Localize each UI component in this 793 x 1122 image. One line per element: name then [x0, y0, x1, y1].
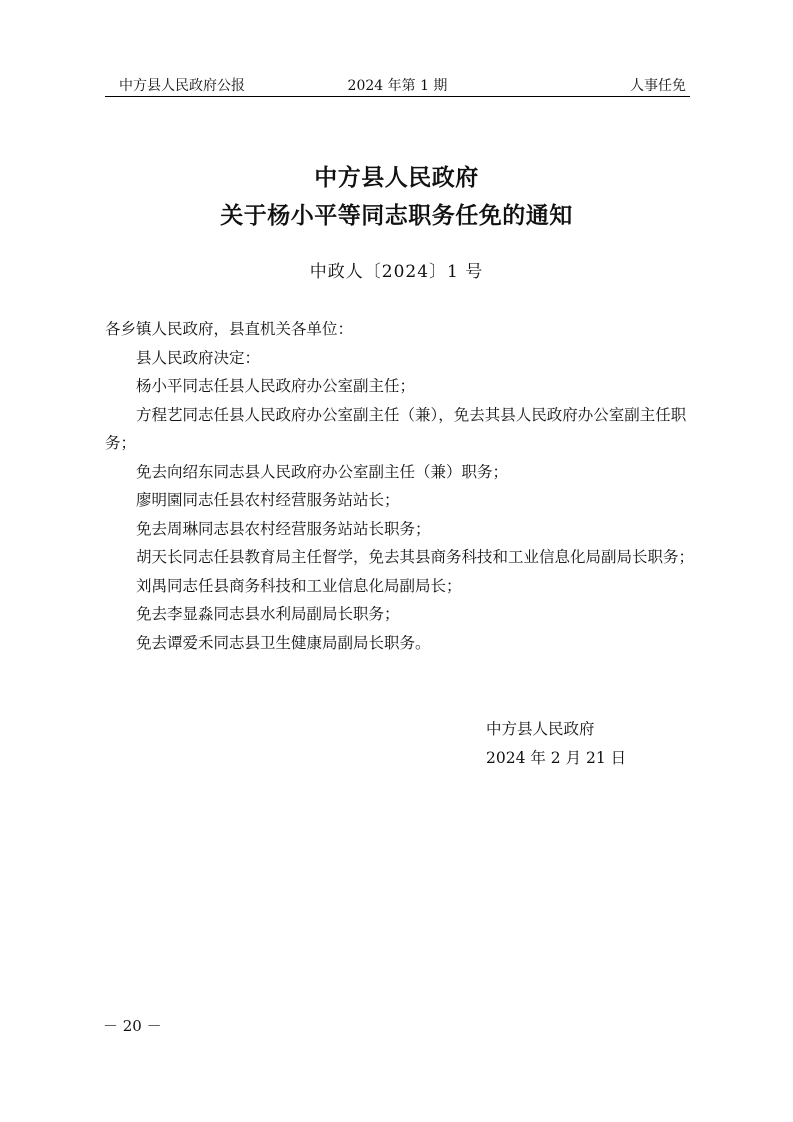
title-line-1: 中方县人民政府 [314, 164, 479, 191]
paragraph: 县人民政府决定： [136, 348, 261, 367]
signature-date: 2024 年 2 月 21 日 [486, 749, 627, 767]
paragraph: 刘禺同志任县商务科技和工业信息化局副局长； [136, 576, 462, 595]
signature-block [486, 715, 626, 773]
paragraph: 杨小平同志任县人民政府办公室副主任； [136, 377, 416, 395]
paragraph: 免去向绍东同志县人民政府办公室副主任（兼）职务； [136, 462, 509, 481]
paragraph: 免去李显淼同志县水利局副局长职务； [136, 605, 400, 623]
paragraph: 廖明園同志任县农村经营服务站站长； [136, 491, 400, 509]
paragraph: 胡天长同志任县教育局主任督学，免去其县商务科技和工业信息化局副局长职务； [136, 548, 695, 566]
header-issue: 2024 年第 1 期 [347, 78, 448, 94]
page-number: － 20 － [103, 1017, 162, 1035]
paragraph: 免去周琳同志县农村经营服务站站长职务； [136, 519, 431, 538]
title-line-2: 关于杨小平等同志职务任免的通知 [220, 202, 573, 229]
header-section: 人事任免 [630, 78, 686, 94]
salutation: 各乡镇人民政府，县直机关各单位： [105, 320, 354, 338]
document-number: 中政人〔2024〕1 号 [309, 262, 484, 282]
page-header [105, 76, 690, 97]
signature-org: 中方县人民政府 [486, 720, 595, 738]
paragraph: 免去谭爱禾同志县卫生健康局副局长职务。 [136, 633, 431, 652]
paragraph: 方程艺同志任县人民政府办公室副主任（兼），免去其县人民政府办公室副主任职务； [105, 405, 687, 452]
header-publication: 中方县人民政府公报 [119, 78, 245, 94]
document-body [105, 315, 695, 657]
